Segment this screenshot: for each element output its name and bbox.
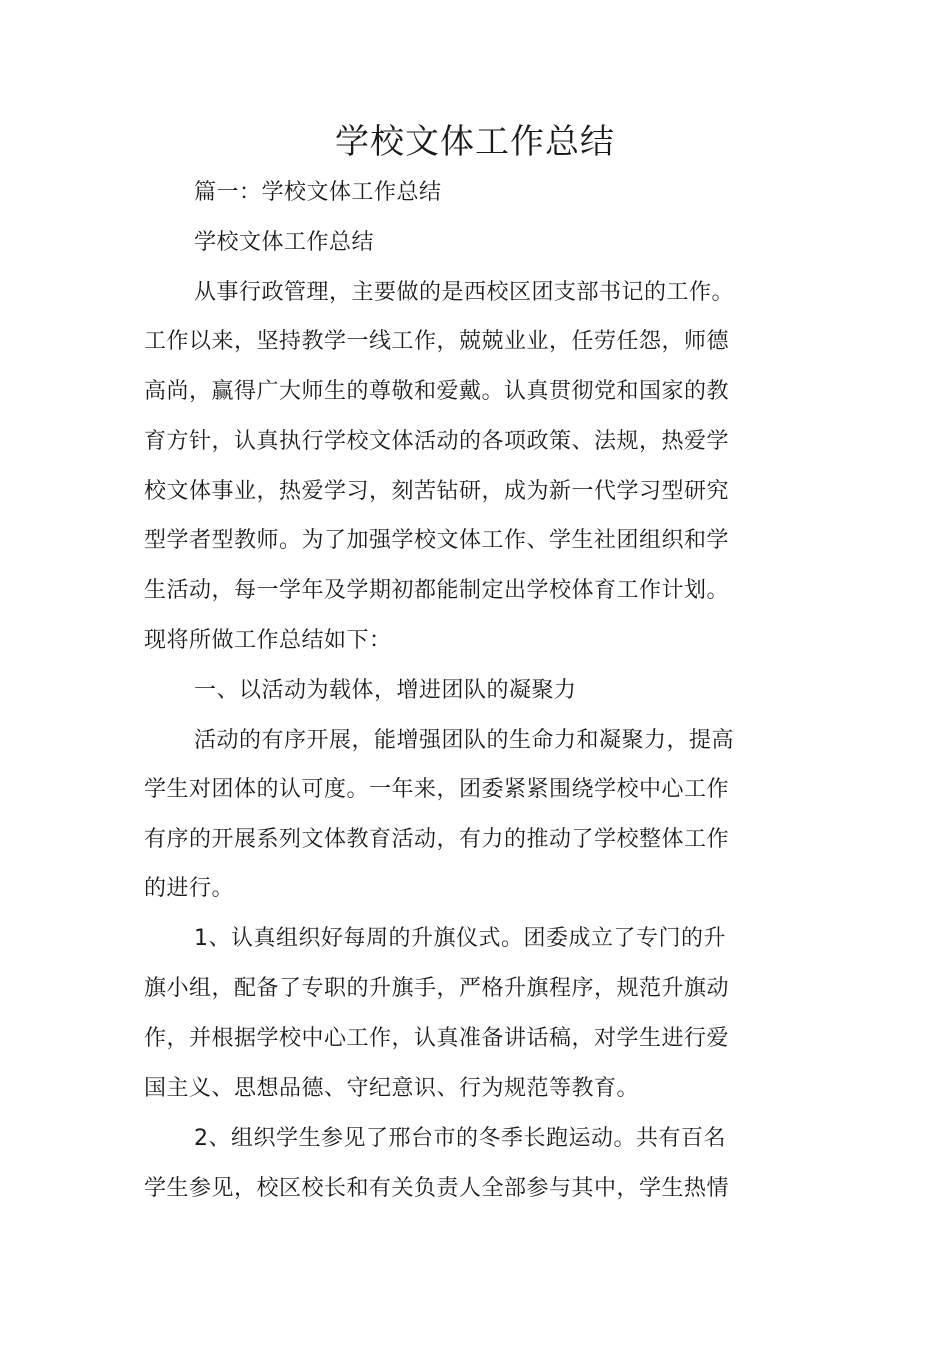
paragraph-line: 型学者型教师。为了加强学校文体工作、学生社团组织和学 — [144, 528, 730, 553]
paragraph-line: 学生对团体的认可度。一年来，团委紧紧围绕学校中心工作 — [144, 777, 730, 802]
section-heading-line: 学校文体工作总结 — [194, 230, 375, 255]
paragraph-line: 校文体事业，热爱学习，刻苦钻研，成为新一代学习型研究 — [144, 479, 730, 504]
paragraph-line: 的进行。 — [144, 876, 235, 901]
paragraph-line: 现将所做工作总结如下： — [144, 628, 392, 653]
paragraph-line: 高尚，赢得广大师生的尊敬和爱戴。认真贯彻党和国家的教 — [144, 379, 730, 404]
paragraph-line: 旗小组，配备了专职的升旗手，严格升旗程序，规范升旗动 — [144, 976, 730, 1001]
paragraph-line: 育方针，认真执行学校文体活动的各项政策、法规，热爱学 — [144, 429, 730, 454]
paragraph-line: 生活动，每一学年及学期初都能制定出学校体育工作计划。 — [144, 578, 730, 603]
paragraph-line: 国主义、思想品德、守纪意识、行为规范等教育。 — [144, 1076, 640, 1101]
paragraph-line: 有序的开展系列文体教育活动，有力的推动了学校整体工作 — [144, 827, 730, 852]
document-title: 学校文体工作总结 — [335, 122, 615, 162]
paragraph-line: 2、组织学生参见了邢台市的冬季长跑运动。共有百名 — [194, 1126, 726, 1151]
paragraph-line: 活动的有序开展，能增强团队的生命力和凝聚力，提高 — [194, 728, 735, 753]
paragraph-line: 从事行政管理，主要做的是西校区团支部书记的工作。 — [194, 280, 735, 305]
paragraph-line: 学生参见，校区校长和有关负责人全部参与其中，学生热情 — [144, 1176, 730, 1201]
section-heading-line: 一、以活动为载体，增进团队的凝聚力 — [194, 678, 577, 703]
subtitle-line: 篇一：学校文体工作总结 — [194, 180, 442, 205]
paragraph-line: 工作以来，坚持教学一线工作，兢兢业业，任劳任怨，师德 — [144, 329, 730, 354]
paragraph-line: 作，并根据学校中心工作，认真准备讲话稿，对学生进行爱 — [144, 1026, 730, 1051]
paragraph-line: 1、认真组织好每周的升旗仪式。团委成立了专门的升 — [194, 926, 726, 951]
